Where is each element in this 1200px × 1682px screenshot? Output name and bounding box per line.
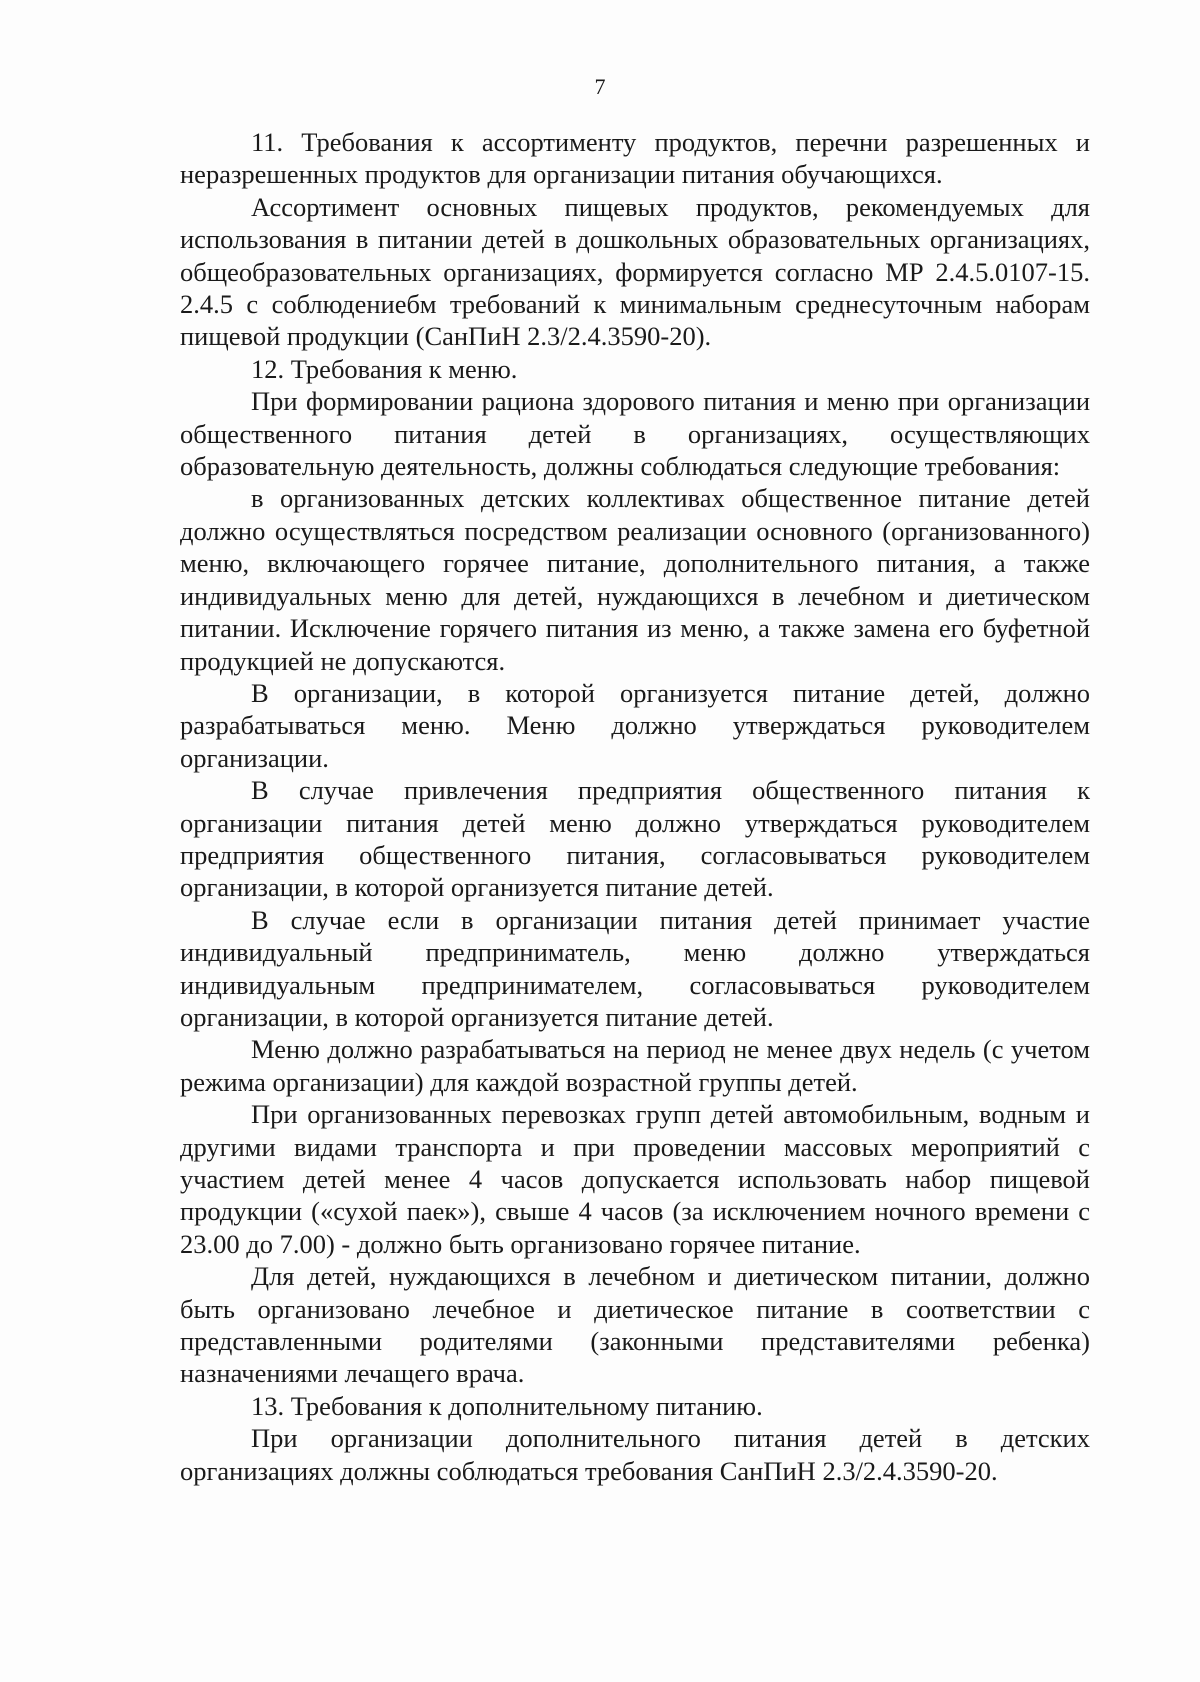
page-number: 7 <box>594 74 606 99</box>
paragraph-transportation: При организованных перевозках групп детей автомобильным, водным и другими видами транспорта и при проведении массовых мероприятий с участием детей менее 4 часов допускается использовать набор пищевой продукции («сухой паек»), свыше 4 часов (за исключением ночного времени с 23.00 до 7.00) - должно быть организовано горячее питание. <box>180 1099 1090 1259</box>
paragraph-individual-entrepreneur: В случае если в организации питания детей принимает участие индивидуальный предприниматель, меню должно утверждаться индивидуальным предпринимателем, согласовываться руководителем организации, в которой организуется питание детей. <box>180 904 1090 1032</box>
paragraph-menu-development: В организации, в которой организуется питание детей, должно разрабатываться меню. Меню должно утверждаться руководителем организации. <box>180 677 1090 773</box>
section-12-heading: 12. Требования к меню. <box>251 353 518 384</box>
paragraph-menu-requirements: При формировании рациона здорового питания и меню при организации общественного питания детей в организациях, осуществляющих образовательную деятельность, должны соблюдаться следующие требования: <box>180 386 1090 482</box>
document-body <box>180 126 1090 1487</box>
paragraph-menu-period: Меню должно разрабатываться на период не менее двух недель (с учетом режима организации) для каждой возрастной группы детей. <box>180 1034 1090 1097</box>
paragraph-dietary-nutrition: Для детей, нуждающихся в лечебном и диетическом питании, должно быть организовано лечебное и диетическое питание в соответствии с представленными родителями (законными представителями ребенка) назначениями лечащего врача. <box>180 1261 1090 1389</box>
section-13-heading: 13. Требования к дополнительному питанию. <box>251 1390 763 1421</box>
paragraph-additional-nutrition: При организации дополнительного питания детей в детских организациях должны соблюдаться требования СанПиН 2.3/2.4.3590-20. <box>180 1423 1090 1486</box>
section-11-heading: 11. Требования к ассортименту продуктов, перечни разрешенных и неразрешенных продуктов для организации питания обучающихся. <box>180 127 1090 190</box>
paragraph-assortment: Ассортимент основных пищевых продуктов, рекомендуемых для использования в питании детей в дошкольных образовательных организациях, общеобразовательных организациях, формируется согласно МР 2.4.5.0107-15. 2.4.5 с соблюдениебм требований к минимальным среднесуточным наборам пищевой продукции (СанПиН 2.3/2.4.3590-20). <box>180 191 1090 352</box>
paragraph-organized-collectives: в организованных детских коллективах общественное питание детей должно осуществляться посредством реализации основного (организованного) меню, включающего горячее питание, дополнительного питания, а также индивидуальных меню для детей, нуждающихся в лечебном и диетическом питании. Исключение горячего питания из меню, а также замена его буфетной продукцией не допускаются. <box>180 483 1090 676</box>
paragraph-catering-enterprise: В случае привлечения предприятия общественного питания к организации питания детей меню должно утверждаться руководителем предприятия общественного питания, согласовываться руководителем организации, в которой организуется питание детей. <box>180 775 1090 903</box>
